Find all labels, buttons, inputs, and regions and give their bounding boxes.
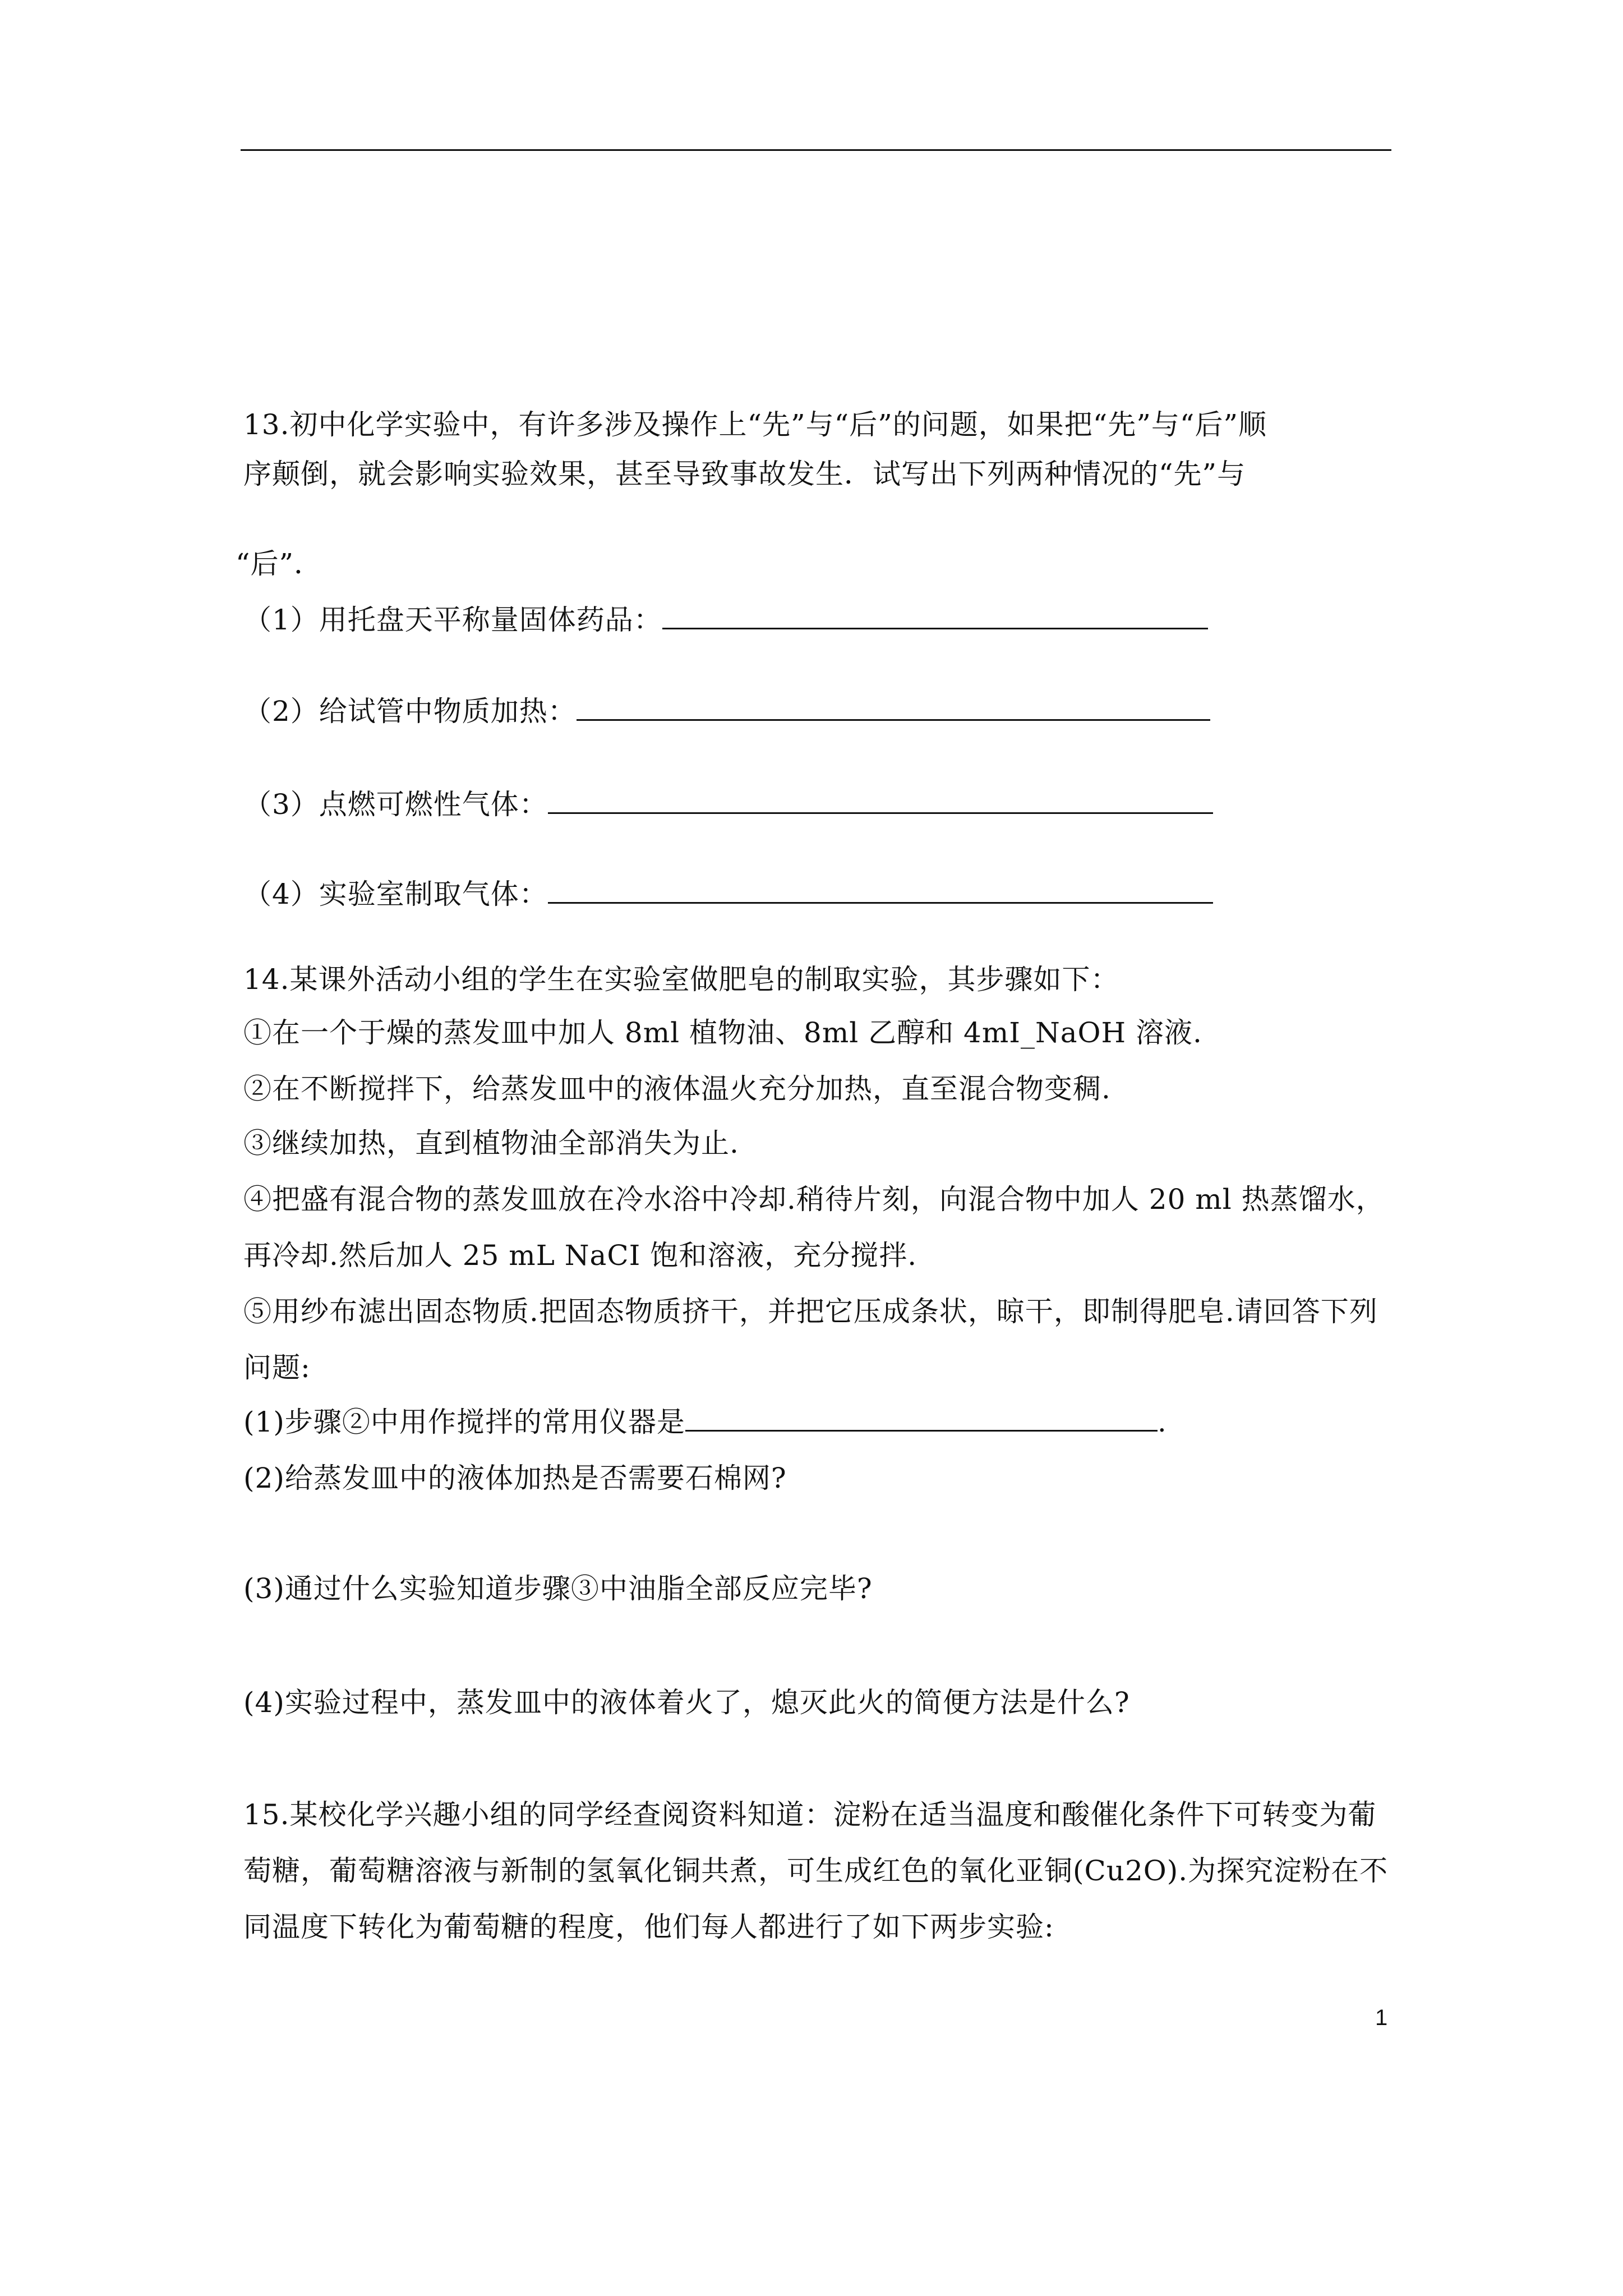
q14-sub-1-label: (1)步骤②中用作搅拌的常用仪器是 bbox=[243, 1406, 685, 1438]
answer-blank-13-3[interactable] bbox=[548, 788, 1213, 814]
q14-sub-1 bbox=[243, 1405, 1167, 1439]
q14-step-4-cont: 再冷却.然后加人 25 mL NaCI 饱和溶液，充分搅拌. bbox=[243, 1239, 917, 1272]
q15-line-3: 同温度下转化为葡萄糖的程度，他们每人都进行了如下两步实验: bbox=[243, 1911, 1054, 1943]
page-number: 1 bbox=[1375, 2005, 1388, 2030]
q13-item-3-label: （3）点燃可燃性气体： bbox=[243, 788, 548, 821]
q14-line-1: 14.某课外活动小组的学生在实验室做肥皂的制取实验，其步骤如下： bbox=[243, 963, 1119, 996]
q13-line-1: 13.初中化学实验中，有许多涉及操作上“先”与“后”的问题，如果把“先”与“后”顺 bbox=[243, 408, 1267, 441]
q13-item-4-label: （4）实验室制取气体： bbox=[243, 878, 548, 910]
answer-blank-13-1[interactable] bbox=[662, 603, 1208, 629]
q14-step-5-cont: 问题: bbox=[243, 1351, 311, 1384]
q14-step-5: ⑤用纱布滤出固态物质.把固态物质挤干，并把它压成条状，晾干，即制得肥皂.请回答下列 bbox=[243, 1295, 1378, 1328]
q13-item-2 bbox=[243, 694, 1210, 728]
q13-item-1 bbox=[243, 603, 1208, 637]
q13-item-3 bbox=[243, 788, 1213, 821]
q13-line-3: “后”． bbox=[236, 547, 323, 580]
q14-sub-1-end: . bbox=[1157, 1406, 1167, 1438]
q14-sub-2: (2)给蒸发皿中的液体加热是否需要石棉网? bbox=[243, 1462, 787, 1494]
q15-line-2: 萄糖，葡萄糖溶液与新制的氢氧化铜共煮，可生成红色的氧化亚铜(Cu2O).为探究淀粉在不 bbox=[243, 1855, 1389, 1887]
q13-item-4 bbox=[243, 877, 1213, 911]
q13-item-2-label: （2）给试管中物质加热： bbox=[243, 695, 577, 728]
answer-blank-13-2[interactable] bbox=[577, 694, 1210, 721]
q13-line-2: 序颠倒，就会影响实验效果，甚至导致事故发生．试写出下列两种情况的“先”与 bbox=[243, 458, 1246, 490]
q14-step-3: ③继续加热，直到植物油全部消失为止. bbox=[243, 1127, 739, 1159]
q14-sub-4: (4)实验过程中，蒸发皿中的液体着火了，熄灭此火的简便方法是什么? bbox=[243, 1686, 1130, 1719]
q14-step-4: ④把盛有混合物的蒸发皿放在冷水浴中冷却.稍待片刻，向混合物中加人 20 ml 热蒸馏水， bbox=[243, 1183, 1385, 1216]
q15-line-1: 15.某校化学兴趣小组的同学经查阅资料知道：淀粉在适当温度和酸催化条件下可转变为葡 bbox=[243, 1798, 1377, 1831]
q14-step-2: ②在不断搅拌下，给蒸发皿中的液体温火充分加热，直至混合物变稠. bbox=[243, 1073, 1111, 1105]
q14-sub-3: (3)通过什么实验知道步骤③中油脂全部反应完毕? bbox=[243, 1572, 873, 1605]
q13-item-1-label: （1）用托盘天平称量固体药品： bbox=[243, 604, 662, 636]
answer-blank-14-1[interactable] bbox=[685, 1405, 1158, 1432]
q14-step-1: ①在一个于燥的蒸发皿中加人 8ml 植物油、8ml 乙醇和 4mI_NaOH 溶液. bbox=[243, 1016, 1202, 1049]
header-rule bbox=[241, 149, 1391, 151]
answer-blank-13-4[interactable] bbox=[548, 877, 1213, 904]
